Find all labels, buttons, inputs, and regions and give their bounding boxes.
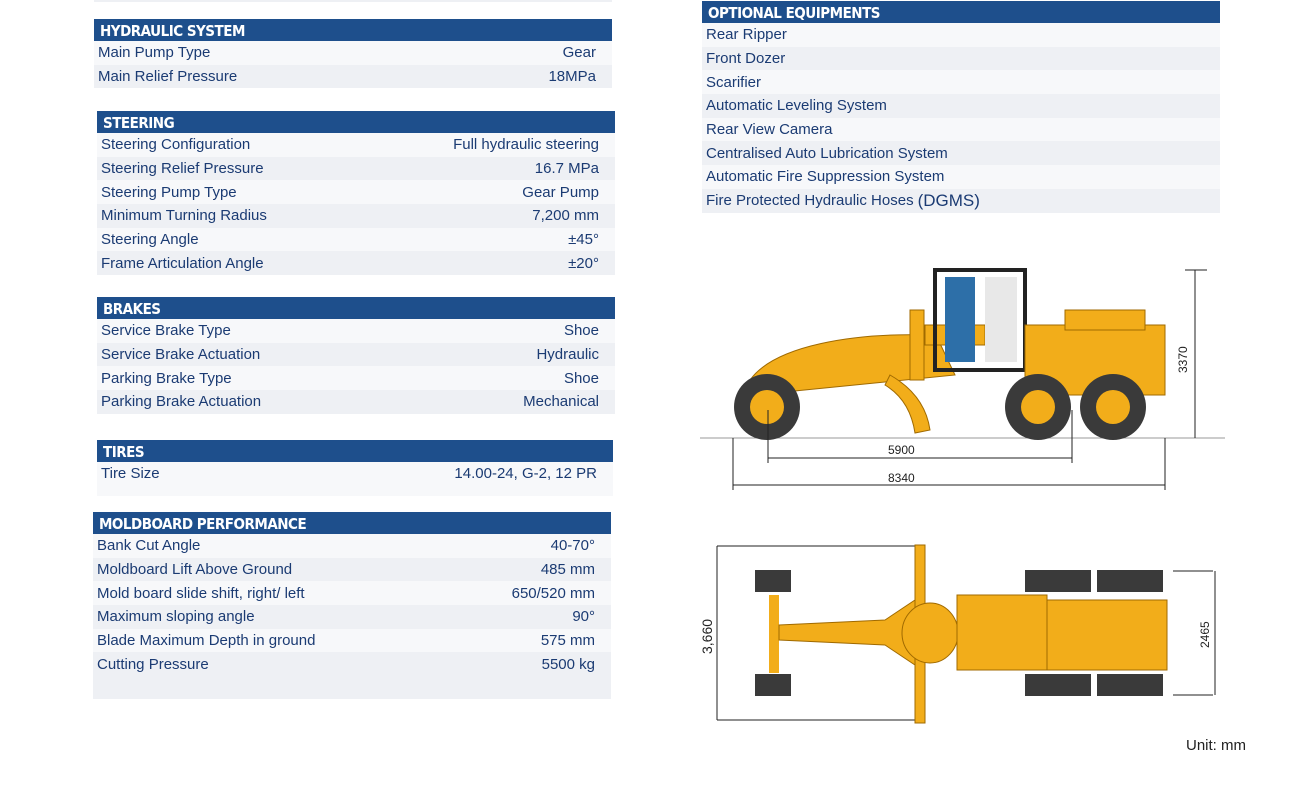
steering-table xyxy=(97,111,615,275)
table-row xyxy=(97,204,615,228)
table-row xyxy=(97,133,615,157)
wheelbase-label: 5900 xyxy=(888,443,915,457)
front-wheel-side xyxy=(734,374,800,440)
tires-rows xyxy=(97,462,613,496)
brakes-rows xyxy=(97,319,615,414)
spec-label: Frame Articulation Angle xyxy=(101,254,264,272)
overall-length-label: 8340 xyxy=(888,471,915,485)
track-width-label: 2465 xyxy=(1198,621,1212,648)
spec-label: Parking Brake Type xyxy=(101,369,232,387)
list-item xyxy=(702,141,1220,165)
table-row xyxy=(93,581,611,605)
optional-item-label: Automatic Leveling System xyxy=(706,97,887,115)
table-row xyxy=(97,319,615,343)
hydraulic-system-table xyxy=(94,19,612,88)
grader-body-top xyxy=(755,545,1167,723)
optional-equipments-header: OPTIONAL EQUIPMENTS xyxy=(702,1,1220,23)
spec-value: ±45° xyxy=(568,231,599,249)
spec-label: Steering Configuration xyxy=(101,136,251,154)
rear-wheel-side xyxy=(1080,374,1146,440)
tires-header: TIRES xyxy=(97,440,613,462)
spec-label: Main Relief Pressure xyxy=(98,68,238,86)
top-divider xyxy=(94,0,612,2)
table-row xyxy=(97,228,615,252)
brakes-header: BRAKES xyxy=(97,297,615,319)
spec-value: Gear xyxy=(562,44,596,62)
spec-value: ±20° xyxy=(568,254,599,272)
table-row xyxy=(97,366,615,390)
hydraulic-system-header: HYDRAULIC SYSTEM xyxy=(94,19,612,41)
optional-item-suffix: (DGMS) xyxy=(917,190,980,210)
table-row xyxy=(93,558,611,582)
spec-label: Service Brake Actuation xyxy=(101,346,261,364)
spec-label: Cutting Pressure xyxy=(97,655,209,673)
side-view-diagram xyxy=(695,255,1235,505)
optional-item-label: Centralised Auto Lubrication System xyxy=(706,144,948,162)
table-row xyxy=(94,41,612,65)
steering-rows xyxy=(97,133,615,275)
list-item xyxy=(702,23,1220,47)
list-item xyxy=(702,94,1220,118)
spec-value: 40-70° xyxy=(550,537,595,555)
spec-value: Full hydraulic steering xyxy=(453,136,599,154)
spec-label: Steering Pump Type xyxy=(101,183,237,201)
spec-value: Mechanical xyxy=(523,393,599,411)
table-row xyxy=(97,251,615,275)
steering-header: STEERING xyxy=(97,111,615,133)
spec-value: Shoe xyxy=(563,322,599,340)
spec-value: Gear Pump xyxy=(522,183,599,201)
spec-value: Hydraulic xyxy=(536,346,599,364)
table-row xyxy=(93,652,611,676)
table-row xyxy=(93,629,611,653)
list-item xyxy=(702,189,1220,213)
top-view-diagram xyxy=(695,540,1235,735)
spec-label: Parking Brake Actuation xyxy=(101,393,262,411)
table-row xyxy=(93,605,611,629)
table-row xyxy=(97,180,615,204)
list-item xyxy=(702,165,1220,189)
optional-item-label: Fire Protected Hydraulic Hoses xyxy=(706,192,914,210)
overall-height-label: 3370 xyxy=(1176,346,1190,373)
hydraulic-rows xyxy=(94,41,612,88)
optional-item-label: Automatic Fire Suppression System xyxy=(706,168,945,186)
blade-width-label: 3,660 xyxy=(699,618,715,654)
optional-item-label: Scarifier xyxy=(706,73,762,91)
optional-item-label: Rear Ripper xyxy=(706,26,787,44)
middle-wheel-side xyxy=(1005,374,1071,440)
table-row xyxy=(97,390,615,414)
optional-item-label: Rear View Camera xyxy=(706,121,833,139)
spec-label: Bank Cut Angle xyxy=(97,537,201,555)
table-row xyxy=(97,157,615,181)
optional-item-label: Front Dozer xyxy=(706,50,786,68)
spec-label: Main Pump Type xyxy=(98,44,211,62)
spec-label: Minimum Turning Radius xyxy=(101,207,267,225)
list-item xyxy=(702,70,1220,94)
moldboard-table xyxy=(93,512,611,699)
spec-value: 575 mm xyxy=(540,632,595,650)
spec-value: 485 mm xyxy=(540,561,595,579)
list-item xyxy=(702,118,1220,142)
spec-label: Maximum sloping angle xyxy=(97,608,255,626)
spec-label: Moldboard Lift Above Ground xyxy=(97,561,293,579)
spec-value: 650/520 mm xyxy=(511,584,595,602)
unit-label: Unit: mm xyxy=(1186,737,1246,754)
spec-label: Tire Size xyxy=(101,465,160,483)
spec-value: 18MPa xyxy=(548,68,596,86)
spec-value: 5500 kg xyxy=(541,655,595,673)
optional-list xyxy=(702,23,1220,213)
moldboard-blank-row xyxy=(93,676,611,699)
spec-value: Shoe xyxy=(563,369,599,387)
spec-value: 90° xyxy=(572,608,595,626)
spec-label: Service Brake Type xyxy=(101,322,231,340)
table-row xyxy=(93,534,611,558)
tires-table xyxy=(97,440,613,496)
brakes-table xyxy=(97,297,615,414)
spec-label: Blade Maximum Depth in ground xyxy=(97,632,316,650)
table-row xyxy=(94,65,612,89)
moldboard-header: MOLDBOARD PERFORMANCE xyxy=(93,512,611,534)
moldboard-rows xyxy=(93,534,611,676)
table-row xyxy=(97,462,613,486)
spec-label: Mold board slide shift, right/ left xyxy=(97,584,305,602)
spec-value: 14.00-24, G-2, 12 PR xyxy=(454,465,597,483)
optional-equipments-table xyxy=(702,1,1220,213)
spec-label: Steering Relief Pressure xyxy=(101,160,264,178)
list-item xyxy=(702,47,1220,71)
spec-value: 16.7 MPa xyxy=(534,160,599,178)
spec-label: Steering Angle xyxy=(101,231,199,249)
table-row xyxy=(97,343,615,367)
spec-value: 7,200 mm xyxy=(532,207,599,225)
